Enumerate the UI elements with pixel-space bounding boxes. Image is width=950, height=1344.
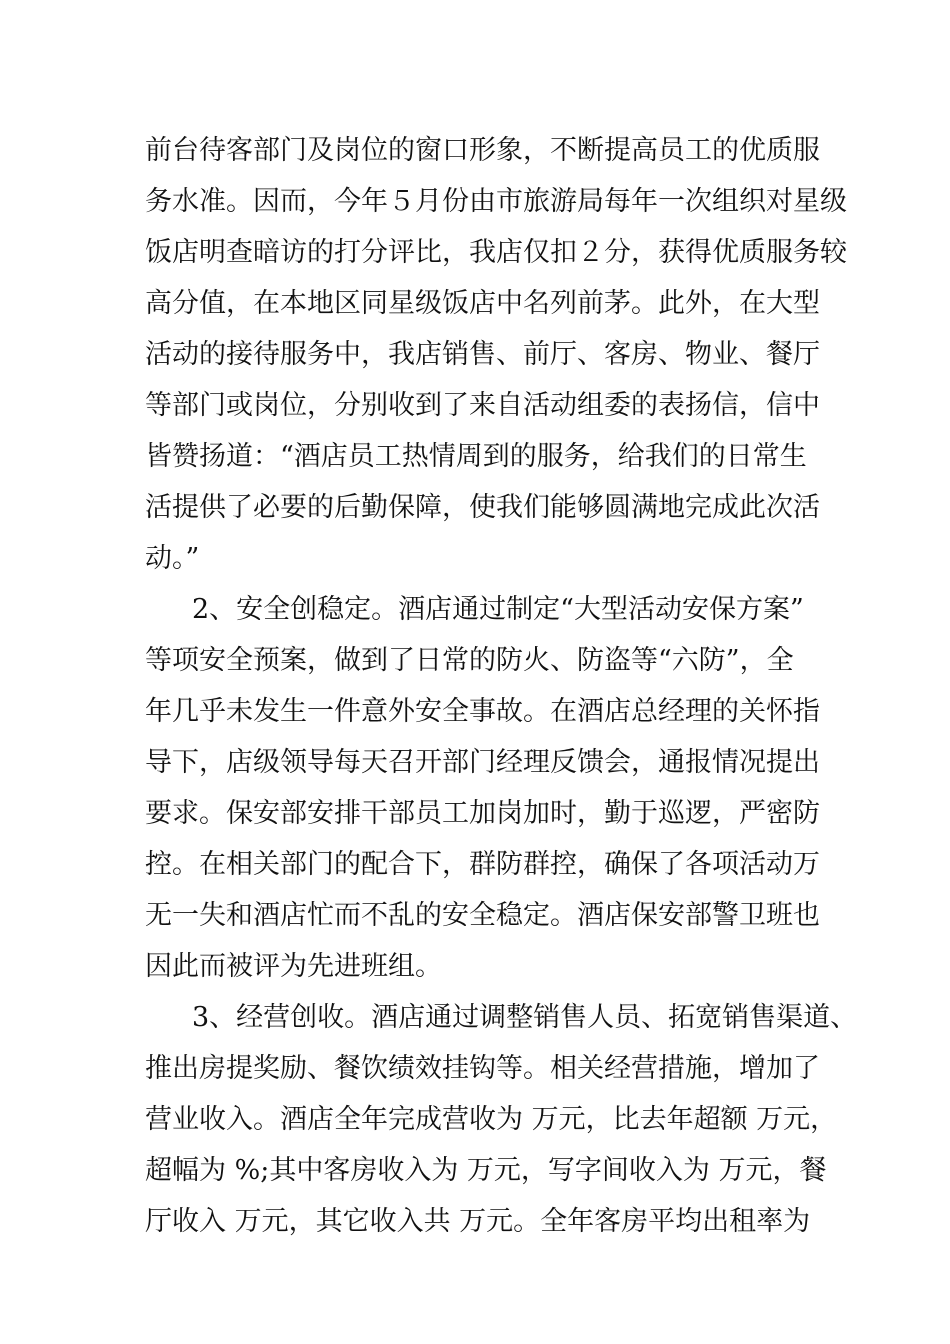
text-line: 活动的接待服务中，我店销售、前厅、客房、物业、餐厅 (145, 339, 820, 370)
text-line: 超幅为 %;其中客房收入为 万元，写字间收入为 万元，餐 (145, 1155, 827, 1186)
text-line: 要求。保安部安排干部员工加岗加时，勤于巡逻，严密防 (145, 798, 820, 829)
text-line: 活提供了必要的后勤保障，使我们能够圆满地完成此次活 (145, 492, 820, 523)
text-line: 年几乎未发生一件意外安全事故。在酒店总经理的关怀指 (145, 696, 820, 727)
text-line: 高分值，在本地区同星级饭店中名列前茅。此外，在大型 (145, 288, 820, 319)
text-line: 营业收入。酒店全年完成营收为 万元，比去年超额 万元， (145, 1104, 838, 1135)
text-line: 导下，店级领导每天召开部门经理反馈会，通报情况提出 (145, 747, 820, 778)
paragraph-p2 (145, 584, 820, 992)
text-line: 无一失和酒店忙而不乱的安全稳定。酒店保安部警卫班也 (145, 900, 820, 931)
text-line: 等项安全预案，做到了日常的防火、防盗等“六防”，全 (145, 645, 794, 676)
text-line: 3、经营创收。酒店通过调整销售人员、拓宽销售渠道、 (192, 1002, 858, 1033)
text-line: 2、安全创稳定。酒店通过制定“大型活动安保方案” (192, 594, 804, 625)
document-body (145, 125, 858, 1247)
text-line: 饭店明查暗访的打分评比，我店仅扣２分，获得优质服务较 (145, 237, 847, 268)
text-line: 动。” (145, 543, 200, 574)
paragraph-p3 (145, 992, 858, 1247)
text-line: 推出房提奖励、餐饮绩效挂钩等。相关经营措施，增加了 (145, 1053, 820, 1084)
text-line: 皆赞扬道：“酒店员工热情周到的服务，给我们的日常生 (145, 441, 807, 472)
paragraph-p1 (145, 125, 847, 584)
text-line: 因此而被评为先进班组。 (145, 951, 442, 982)
text-line: 厅收入 万元，其它收入共 万元。全年客房平均出租率为 (145, 1206, 811, 1237)
text-line: 务水准。因而，今年５月份由市旅游局每年一次组织对星级 (145, 186, 847, 217)
text-line: 前台待客部门及岗位的窗口形象，不断提高员工的优质服 (145, 135, 820, 166)
text-line: 等部门或岗位，分别收到了来自活动组委的表扬信，信中 (145, 390, 820, 421)
text-line: 控。在相关部门的配合下，群防群控，确保了各项活动万 (145, 849, 820, 880)
